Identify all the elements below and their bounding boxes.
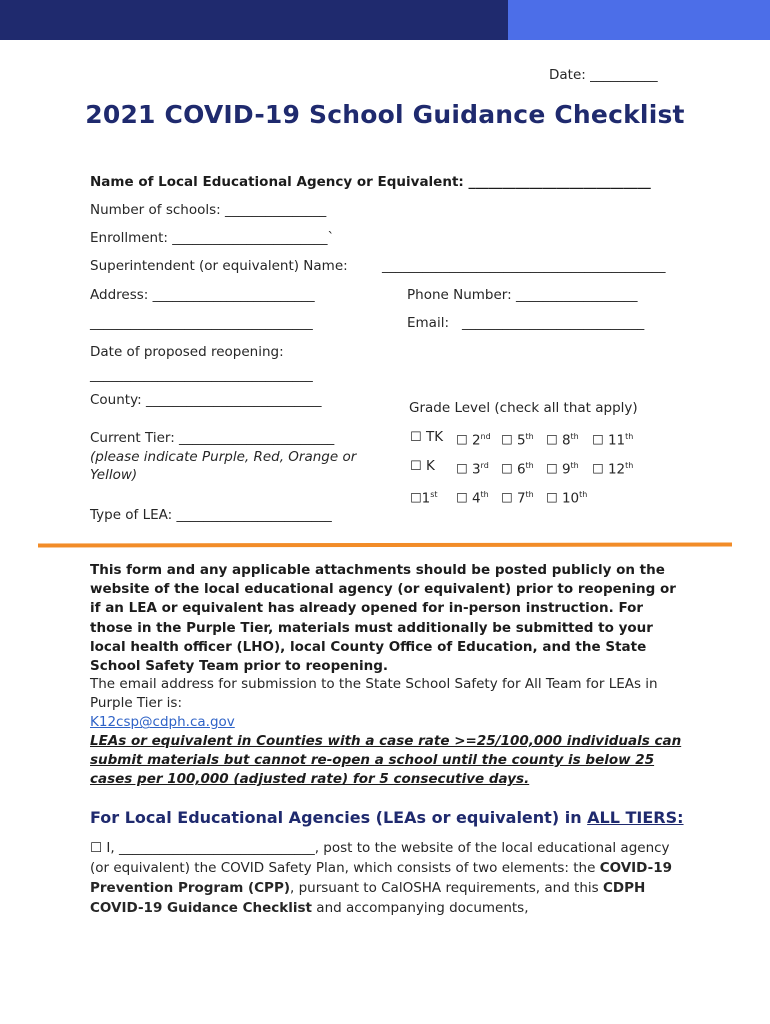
all-tiers-heading: For Local Educational Agencies (LEAs or equivalent) in ALL TIERS:: [90, 808, 684, 827]
county-field: County: __________________________: [90, 392, 322, 408]
lea-name-field: Name of Local Educational Agency or Equivalent: ___________________________: [90, 174, 651, 190]
grade-5[interactable]: ☐ 5th: [501, 432, 534, 449]
reopen-line: _________________________________: [90, 367, 313, 383]
grade-8[interactable]: ☐ 8th: [546, 432, 579, 449]
section-divider: [38, 543, 732, 548]
checkbox-icon: ☐: [592, 462, 604, 478]
all-tiers-paragraph: ☐ I, _____________________________, post to the website of the local educational agency (or equivalent) the COVID Safety Plan, which consists of two elements: the COVID-19 Prevention Program (CPP), pursuant to CalOSHA requirements, and this CDPH COVID-19 Guidance Checklist and accompanying documents,: [90, 840, 673, 916]
checkbox-icon: ☐: [546, 433, 558, 449]
grade-10[interactable]: ☐ 10th: [546, 490, 588, 507]
checkbox-icon: ☐: [410, 491, 422, 507]
checkbox-icon: ☐: [592, 433, 604, 449]
superintendent-label: Superintendent (or equivalent) Name:: [90, 258, 348, 274]
grade-2[interactable]: ☐ 2nd: [456, 432, 491, 449]
email-line: ___________________________: [462, 315, 645, 331]
tier-field: Current Tier: _______________________: [90, 430, 335, 446]
checkbox-icon: ☐: [546, 491, 558, 507]
checkbox-icon: ☐: [456, 433, 468, 449]
superintendent-line: __________________________________________: [382, 258, 666, 274]
checklist-term: CDPH COVID-19 Guidance Checklist: [90, 880, 646, 916]
num-schools-field: Number of schools: _______________: [90, 202, 327, 218]
grade-7[interactable]: ☐ 7th: [501, 490, 534, 507]
address-line-2: _________________________________: [90, 315, 313, 331]
tier-hint: (please indicate Purple, Red, Orange or Yellow): [90, 449, 357, 483]
cpp-term: COVID-19 Prevention Program (CPP): [90, 860, 673, 896]
submission-email-link[interactable]: K12csp@cdph.ca.gov: [90, 714, 235, 731]
grade-k[interactable]: ☐ K: [410, 458, 435, 474]
posting-notice: This form and any applicable attachments should be posted publicly on the website of the local educational agency (or equivalent) prior to reopening or if an LEA or equivalent has already opened for in-person instruction. For those in the Purple Tier, materials must additionally be submitted to your local health officer (LHO), local County Office of Education, and the State School Safety Team prior to reopening.: [90, 562, 676, 675]
checkbox-icon: ☐: [456, 491, 468, 507]
checkbox-icon: ☐: [410, 430, 422, 445]
header-bar-accent: [508, 0, 770, 40]
checkbox-icon: ☐: [546, 462, 558, 478]
grade-11[interactable]: ☐ 11th: [592, 432, 634, 449]
checkbox-icon: ☐: [501, 491, 513, 507]
case-rate-warning: LEAs or equivalent in Counties with a case rate >=25/100,000 individuals can submit materials but cannot re-open a school until the county is below 25 cases per 100,000 (adjusted rate) for 5 consecutive days.: [90, 733, 682, 788]
grade-12[interactable]: ☐ 12th: [592, 461, 634, 478]
all-tiers-label: ALL TIERS:: [587, 808, 684, 827]
grade-6[interactable]: ☐ 6th: [501, 461, 534, 478]
page-title: 2021 COVID-19 School Guidance Checklist: [85, 100, 685, 129]
lea-type-field: Type of LEA: _______________________: [90, 507, 332, 523]
address-field: Address: ________________________: [90, 287, 315, 303]
grade-4[interactable]: ☐ 4th: [456, 490, 489, 507]
grade-heading: Grade Level (check all that apply): [409, 400, 638, 416]
submission-info: [90, 675, 690, 733]
enrollment-field: Enrollment: _______________________`: [90, 230, 335, 246]
phone-field: Phone Number: __________________: [407, 287, 638, 303]
checkbox-icon: ☐: [456, 462, 468, 478]
reopen-label: Date of proposed reopening:: [90, 344, 284, 360]
checkbox-icon: ☐: [410, 459, 422, 474]
date-field: Date: __________: [549, 67, 658, 83]
submission-text: The email address for submission to the State School Safety for All Team for LEAs in Purple Tier is:: [90, 676, 658, 712]
checkbox-icon: ☐: [501, 433, 513, 449]
grade-1[interactable]: ☐1st: [410, 490, 438, 507]
grade-3[interactable]: ☐ 3rd: [456, 461, 489, 478]
grade-9[interactable]: ☐ 9th: [546, 461, 579, 478]
checkbox-icon: ☐: [501, 462, 513, 478]
email-label: Email:: [407, 315, 450, 331]
grade-tk[interactable]: ☐ TK: [410, 429, 444, 445]
